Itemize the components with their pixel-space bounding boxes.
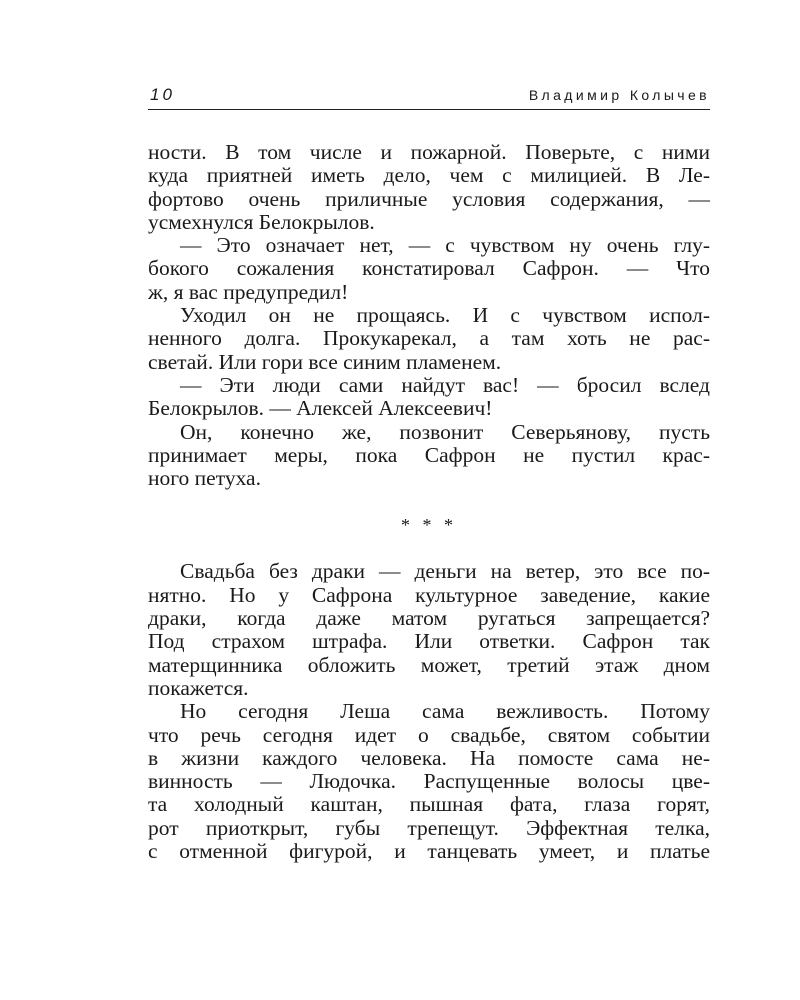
page-header — [148, 83, 710, 110]
text-line: — Эти люди сами найдут вас! — бросил вслед — [180, 372, 710, 397]
text-line: драки, когда даже матом ругаться запрещается? — [148, 606, 710, 631]
body-text — [148, 141, 710, 863]
text-line: та холодный каштан, пышная фата, глаза горят, — [148, 792, 710, 817]
text-line: усмехнулся Белокрылов. — [148, 209, 375, 234]
text-line: ного петуха. — [148, 466, 261, 491]
text-line: Белокрылов. — Алексей Алексеевич! — [148, 396, 493, 421]
text-line: ности. В том числе и пожарной. Поверьте, с ними — [148, 140, 710, 164]
page-number: 10 — [150, 85, 175, 104]
text-line: Но сегодня Леша сама вежливость. Потому — [180, 699, 710, 724]
text-line: бокого сожаления констатировал Сафрон. — Что — [148, 256, 710, 281]
text-line: ж, я вас предупредил! — [148, 279, 349, 304]
text-line: Он, конечно же, позвонит Северьянову, пусть — [180, 419, 710, 444]
text-line: в жизни каждого человека. На помосте сама не- — [148, 745, 710, 770]
text-line: Свадьба без драки — деньги на ветер, это все по- — [180, 559, 710, 584]
text-line: фортово очень приличные условия содержания, — — [148, 186, 710, 211]
text-line: матерщинника обложить может, третий этаж дном — [148, 652, 710, 677]
text-line: нятно. Но у Сафрона культурное заведение, какие — [148, 582, 710, 607]
text-line: — Это означает нет, — с чувством ну очень глу- — [180, 233, 710, 258]
text-line: что речь сегодня идет о свадьбе, святом событии — [148, 722, 710, 747]
text-line: принимает меры, пока Сафрон не пустил крас- — [148, 442, 710, 467]
text-line: светай. Или гори все синим пламенем. — [148, 349, 502, 374]
text-line: Уходил он не прощаясь. И с чувством испол- — [180, 303, 710, 328]
text-line: покажется. — [148, 675, 249, 700]
running-title: Владимир Колычев — [528, 87, 710, 103]
text-line: куда приятней иметь дело, чем с милицией. В Ле- — [148, 163, 710, 188]
text-line: рот приоткрыт, губы трепещут. Эффектная телка, — [148, 815, 710, 840]
text-line: с отменной фигурой, и танцевать умеет, и платье — [148, 839, 710, 864]
text-line: Под страхом штрафа. Или ответки. Сафрон так — [148, 629, 710, 654]
section-separator: * * * — [401, 515, 457, 536]
text-line: винность — Людочка. Распущенные волосы цве- — [148, 769, 710, 794]
text-line: ненного долга. Прокукарекал, а там хоть не рас- — [148, 326, 710, 351]
